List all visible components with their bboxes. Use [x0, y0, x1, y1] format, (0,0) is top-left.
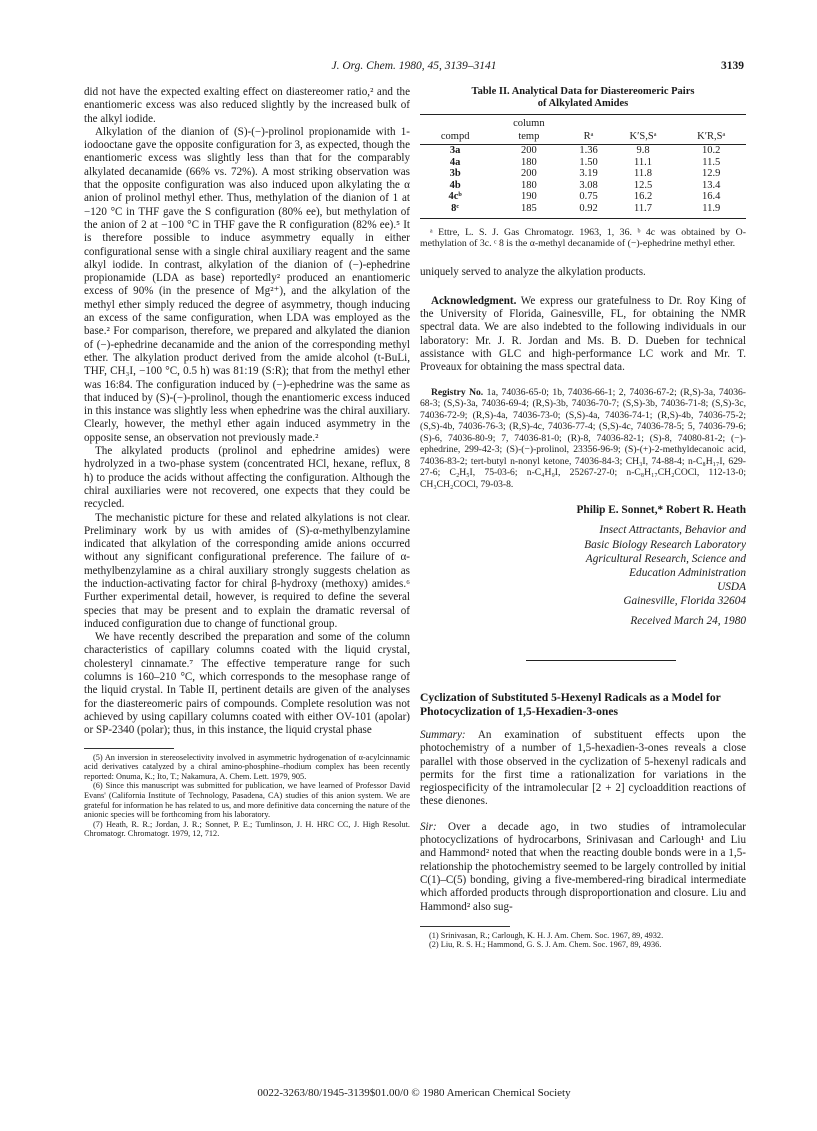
journal-citation: J. Org. Chem. 1980, 45, 3139–3141	[331, 60, 497, 72]
left-column	[84, 86, 410, 839]
table-cell: 11.8	[634, 168, 653, 180]
column-header: K′R,Sᵃ	[676, 130, 746, 145]
column-header: K′S,Sᵃ	[610, 130, 677, 145]
data-table	[420, 114, 746, 219]
table-cell: 3.08	[579, 179, 598, 191]
table-cell: 4b	[449, 179, 461, 191]
footnote-divider	[420, 926, 510, 927]
page-header	[84, 60, 744, 76]
paragraph: uniquely served to analyze the alkylation products.	[420, 265, 646, 278]
table-cell: 16.4	[702, 191, 721, 203]
table-cell: 11.9	[676, 203, 746, 218]
footnote: (2) Liu, R. S. H.; Hammond, G. S. J. Am. Chem. Soc. 1967, 89, 4936.	[429, 940, 662, 950]
acknowledgment: Acknowledgment. We express our gratefulness to Dr. Roy King of the University of Florida, Gainesville, FL, for obtaining the NMR spectral data. We are also indebted to the following individuals in our laboratory: Mr. J. R. Jordan and Ms. B. D. Dueben for technical assistance with GLC and high-performance LC work and Mr. T. Proveaux for obtaining the mass spectral data.	[420, 294, 746, 374]
table-title: Table II. Analytical Data for Diastereomeric Pairs of Alkylated Amides	[471, 86, 695, 109]
table-cell: 0.75	[579, 191, 598, 203]
received-date: Received March 24, 1980	[630, 614, 746, 627]
registry-numbers: Registry No. 1a, 74036-65-0; 1b, 74036-66-1; 2, 74036-67-2; (R,S)-3a, 74036-68-3; (S,S)-3a, 74036-69-4; (R,S)-3b, 74036-70-7; (S,S)-3b, 74036-71-8; (S,S)-3c, 74036-72-9; (R,S)-4a, 74036-73-0; (S,S)-4a, 74036-74-1; (R,S)-4b, 74036-75-2; (S,S)-4b, 74036-76-3; (R,S)-4c, 74036-77-4; (S,S)-4c, 74036-78-5; 5, 74036-79-6; (S)-6, 74036-80-9; 7, 74036-81-0; (R)-8, 74036-82-1; (S)-8, 74080-81-2; (−)-ephedrine, 299-42-3; (S)-(−)-prolinol, 23356-96-9; (S)-(+)-2-methyldecanoic acid, 74036-83-2; tert-butyl n-nonyl ketone, 74036-84-3; CH₃I, 74-88-4; n-C₈H₁₇I, 629-27-6; C₂H₅I, 75-03-6; n-C₄H₉I, 25267-27-0; n-C₈H₁₇CH₂COCl, 112-13-0; CH₃CH₂COCl, 79-03-8.	[420, 386, 747, 490]
table-cell: 3.19	[579, 168, 598, 180]
table-cell: 11.5	[702, 156, 721, 168]
table-cell: 16.2	[633, 191, 653, 203]
table-cell: 13.4	[702, 179, 721, 191]
right-column	[420, 86, 746, 950]
table-cell: 11.1	[634, 156, 653, 168]
table-cell: 9.8	[636, 145, 650, 156]
table-cell: 200	[520, 145, 537, 156]
affiliation: Insect Attractants, Behavior and Basic Biology Research Laboratory Agricultural Research, Science and Education Administration USDA Gainesville, Florida 32604	[584, 524, 746, 608]
paragraph: The alkylated products (prolinol and ephedrine amides) were hydrolyzed in a two-phase system (concentrated HCl, hexane, reflux, 8 h) to produce the acids without affecting the configuration. Although the chiral auxiliaries were not recovered, one expects that they could be recycled.	[84, 445, 410, 511]
table-cell: 12.5	[633, 179, 653, 191]
column-header: compd	[420, 130, 490, 145]
footnote-divider	[84, 748, 174, 749]
table-cell: 4cᵇ	[448, 191, 462, 203]
table-cell: 1.50	[579, 156, 598, 168]
table-cell: 10.2	[702, 145, 721, 156]
table-cell: 11.7	[610, 203, 677, 218]
paragraph: Alkylation of the dianion of (S)-(−)-prolinol propionamide with 1-iodooctane gave the opposite configuration for 3, as expected, though the enantiomeric excess was slightly less than that for the comparably alkylated decanamide (66% vs. 72%). A most striking observation was that the opposite configuration was also induced upon alkylating the α anion of prolinol methyl ether. Thus, methylation of the dianion of 1 at −120 °C in THF gave the S configuration (80% ee), but methylation of the anion of 2 at −100 °C in THF gave the R configuration (82% ee).⁵ It is therefore possible to induce asymmetry equally in either configurational sense with a single chiral auxiliary reagent and the same alkyl iodide. In contrast, alkylation of the dianion of (−)-ephedrine propionamide (LDA as base) reportedly² produced an enantiomeric excess of 90% (in the presence of Mg²⁺), and the alkylation of the methyl ether simply reduced the degree of asymmetry, though inducing an excess of the same configuration, when LDA was employed as the base.² For comparison, therefore, we prepared and alkylated the dianion of (−)-ephedrine decanamide and the anion of the corresponding methyl ether. The alkylation product derived from the amide alcohol (t-BuLi, THF, CH₃I, −100 °C, 0.5 h) was 81:19 (S:R); that from the methyl ether was 16:84. The configuration induced by (−)-ephedrine was the same as that induced by (S)-(−)-prolinol, though the enantiomeric excess induced in this instance was slightly less when ephedrine was the chiral auxiliary. Clearly, however, the methyl ether again induced asymmetry in the opposite sense, an observation not previously made.²	[84, 125, 410, 444]
table-cell: 1.36	[579, 145, 598, 156]
table-row	[420, 203, 746, 218]
table-cell: 12.9	[702, 168, 721, 180]
table-cell: 185	[490, 203, 567, 218]
table-cell: 0.92	[567, 203, 609, 218]
table-cell: 3b	[449, 168, 461, 180]
table-footnote: ᵃ Ettre, L. S. J. Gas Chromatogr. 1963, 1, 36. ᵇ 4c was obtained by O-methylation of 3c. ᶜ 8 is the α-methyl decanamide of (−)-ephedrine methyl ether.	[420, 226, 746, 250]
column-header: temp	[490, 130, 567, 145]
authors: Philip E. Sonnet,* Robert R. Heath	[576, 504, 746, 517]
table-row	[420, 180, 746, 192]
paragraph: We have recently described the preparation and some of the column characteristics of capillary columns coated with the liquid crystal, cholesteryl cinnamate.⁷ The effective temperature range for such columns is 160–210 °C, which corresponds to the mesophase range of the liquid crystal. In Table II, pertinent details are given of the analyses for the diastereomeric pairs of compounds. Complete resolution was not achieved by using capillary columns coated with either OV-101 (apolar) or SP-2340 (polar); thus, in this instance, the liquid crystal phase	[84, 631, 410, 737]
article-separator	[526, 660, 676, 661]
table-cell: 200	[520, 168, 537, 180]
table-cell: 180	[520, 179, 537, 191]
column-header: column	[490, 115, 567, 131]
table-cell: 3a	[449, 145, 461, 156]
footnote: (1) Srinivasan, R.; Carlough, K. H. J. Am. Chem. Soc. 1967, 89, 4932.	[429, 930, 664, 940]
footnote: (6) Since this manuscript was submitted for publication, we have learned of Professor David Evans' (California Institute of Technology, Pasadena, CA) studies of this anion system. We are grateful for information he has related to us, and more definitive data concerning the nature of the anionic species will be forthcoming from his laboratory.	[84, 781, 410, 820]
footnote: (5) An inversion in stereoselectivity involved in asymmetric hydrogenation of α-acylcinnamic acid derivatives catalyzed by a chiral amino-phosphine–rhodium complex has been recently reported: Onuma, K.; Ito, T.; Nakamura, A. Chem. Lett. 1979, 905.	[84, 752, 410, 781]
page-number: 3139	[721, 60, 744, 72]
table-cell: 180	[520, 156, 537, 168]
table-row	[420, 145, 746, 157]
page-footer: 0022-3263/80/1945-3139$01.00/0 © 1980 American Chemical Society	[257, 1087, 571, 1099]
summary: Summary: An examination of substituent effects upon the photochemistry of a number of 1,5-hexadien-3-ones reveals a close parallel with those observed in the cyclization of 5-hexenyl radicals and permits for the first time a rationalization for variations in the regiospecificity of the intramolecular [2 + 2] cycloaddition reactions of these dienones.	[420, 728, 746, 808]
paragraph: The mechanistic picture for these and related alkylations is not clear. Preliminary work by us with amides of (S)-α-methylbenzylamine indicated that alkylation of the corresponding amide anions occurred without any significant configurational preference. The failure of α-methylbenzylamine as a chiral auxiliary strongly suggests chelation as the induction-activating factor for chiral β-hydroxy (methoxy) amides.⁶ Further experimental detail, however, is required to define the several species that may be present and to explain the dramatic reversal of induced configuration due to change of functional group.	[84, 511, 410, 630]
footnote: (7) Heath, R. R.; Jordan, J. R.; Sonnet, P. E.; Tumlinson, J. H. HRC CC, J. High Resolut. Chromatogr. Chromatogr. 1979, 12, 712.	[84, 819, 410, 839]
paragraph: did not have the expected exalting effect on diastereomer ratio,² and the enantiomeric excess was also reduced slightly by the increased bulk of the alkyl iodide.	[84, 86, 410, 125]
column-header: Rᵃ	[567, 130, 609, 145]
paragraph: Sir: Over a decade ago, in two studies of intramolecular photocyclizations of hydrocarbons, Srinivasan and Carlough¹ and Liu and Hammond² noted that when the reacting double bonds were in a 1,5-relationship the photochemistry seemed to be largely controlled by initial C(1)–C(5) bonding, giving a five-membered-ring biradical intermediate which afforded products through disproportionation and closure. Liu and Hammond² also sug-	[420, 820, 746, 913]
table-cell: 4a	[449, 156, 461, 168]
table-cell: 190	[520, 191, 537, 203]
article-title: Cyclization of Substituted 5-Hexenyl Radicals as a Model for Photocyclization of 1,5-Hexadien-3-ones	[420, 690, 721, 718]
table-cell: 8ᶜ	[420, 203, 490, 218]
table-row	[420, 191, 746, 203]
table-row	[420, 168, 746, 180]
table-row	[420, 157, 746, 169]
